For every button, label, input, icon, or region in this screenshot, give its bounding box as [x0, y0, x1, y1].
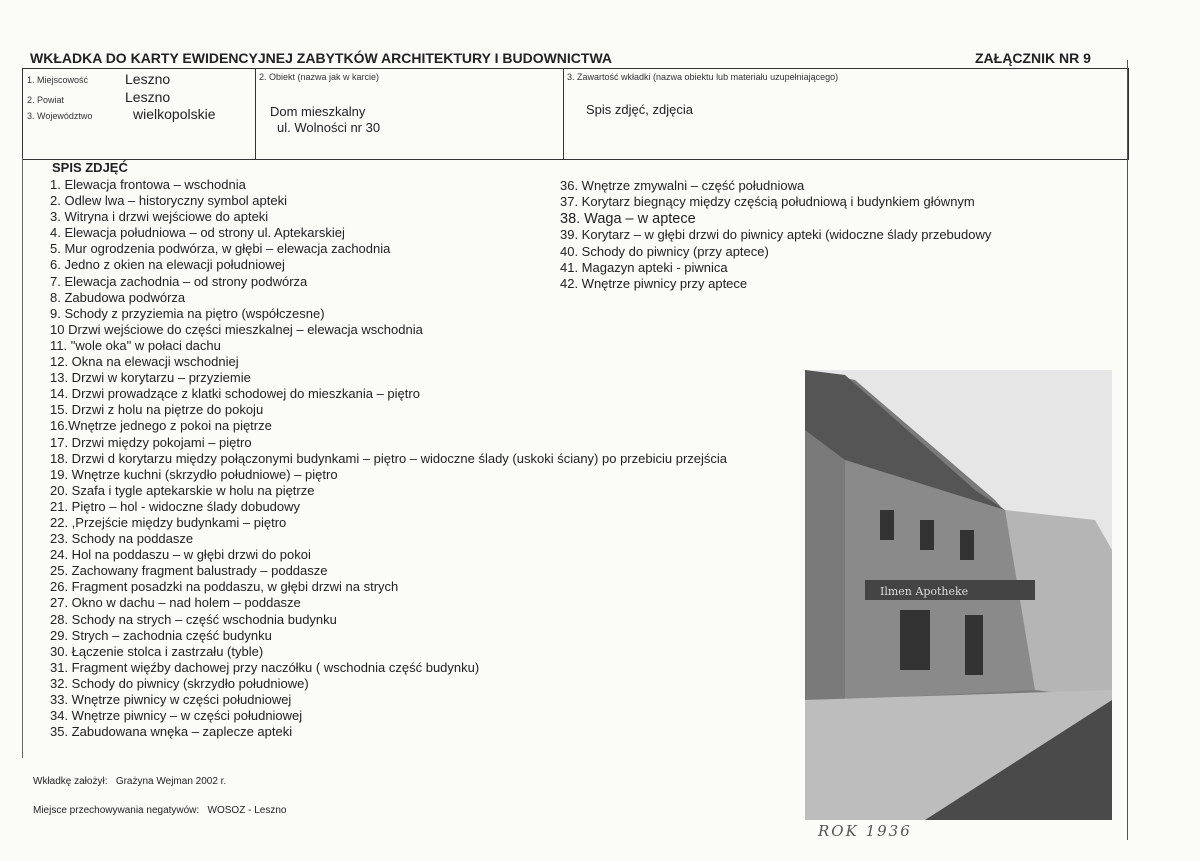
list-item: 13. Drzwi w korytarzu – przyziemie — [50, 370, 251, 386]
field-label: 3. Województwo — [27, 111, 93, 121]
field-label: 2. Powiat — [27, 95, 65, 105]
list-item: 14. Drzwi prowadzące z klatki schodowej do mieszkania – piętro — [50, 386, 420, 402]
field-value: ul. Wolności nr 30 — [277, 120, 381, 135]
list-item: 26. Fragment posadzki na poddaszu, w głębi drzwi na strych — [50, 579, 399, 595]
list-item: 16.Wnętrze jednego z pokoi na piętrze — [50, 418, 272, 434]
list-item: 36. Wnętrze zmywalni – część południowa — [560, 178, 805, 193]
list-item: 12. Okna na elewacji wschodniej — [50, 354, 239, 370]
list-item: 25. Zachowany fragment balustrady – poddasze — [50, 563, 328, 579]
building-photo — [805, 370, 1112, 820]
field-value: Dom mieszkalny — [270, 104, 366, 119]
list-item: 6. Jedno z okien na elewacji południowej — [50, 257, 285, 273]
list-item: 28. Schody na strych – część wschodnia budynku — [50, 611, 337, 627]
list-item: 23. Schody na poddasze — [50, 531, 194, 547]
list-item: 24. Hol na poddaszu – w głębi drzwi do pokoi — [50, 547, 311, 563]
divider — [22, 158, 23, 758]
list-item: 8. Zabudowa podwórza — [50, 289, 186, 305]
list-item: 9. Schody z przyziemia na piętro (współczesne) — [50, 305, 325, 321]
list-item: 32. Schody do piwnicy (skrzydło południowe) — [50, 675, 309, 691]
field-label: 1. Miejscowość — [27, 75, 89, 85]
divider — [255, 68, 256, 159]
photo-list-right — [560, 178, 991, 293]
list-item: 5. Mur ogrodzenia podwórza, w głębi – elewacja zachodnia — [50, 241, 391, 257]
list-item: 30. Łączenie stolca i zastrzału (tyble) — [50, 643, 264, 659]
list-item: 34. Wnętrze piwnicy – w części południowej — [50, 708, 303, 724]
list-item: 35. Zabudowana wnęka – zaplecze apteki — [50, 724, 293, 740]
list-item: 2. Odlew lwa – historyczny symbol apteki — [50, 193, 287, 209]
list-item: 10 Drzwi wejściowe do części mieszkalnej – elewacja wschodnia — [50, 321, 423, 337]
field-value: Leszno — [125, 89, 171, 105]
list-item: 42. Wnętrze piwnicy przy aptece — [560, 276, 748, 292]
field-value: Spis zdjęć, zdjęcia — [586, 102, 693, 117]
list-item: 20. Szafa i tygle aptekarskie w holu na piętrze — [50, 482, 315, 498]
list-item: 31. Fragment więźby dachowej przy naczółku ( wschodnia część budynku) — [50, 659, 480, 675]
author-value: Grażyna Wejman 2002 r. — [115, 776, 227, 787]
list-item: 22. ,Przejście między budynkami – piętro — [50, 514, 287, 530]
list-item: 37. Korytarz biegnący między częścią południową i budynkiem głównym — [560, 194, 975, 210]
document-title: WKŁADKA DO KARTY EWIDENCYJNEJ ZABYTKÓW ARCHITEKTURY I BUDOWNICTWA — [30, 50, 613, 66]
list-item: 1. Elewacja frontowa – wschodnia — [50, 177, 246, 192]
list-item: 3. Witryna i drzwi wejściowe do apteki — [50, 209, 269, 225]
photo-caption: ROK 1936 — [818, 822, 912, 840]
divider — [563, 68, 564, 159]
field-value: wielkopolskie — [133, 106, 216, 122]
divider — [1127, 60, 1128, 840]
list-item: 4. Elewacja południowa – od strony ul. Aptekarskiej — [50, 225, 345, 241]
storage-value: WOSOZ - Leszno — [207, 805, 287, 816]
building-illustration — [805, 370, 1112, 820]
storage-line — [33, 805, 286, 816]
list-item: 18. Drzwi d korytarzu między połączonymi budynkami – piętro – widoczne ślady (uskoki ściany) po przebiciu przejścia — [50, 450, 728, 466]
list-item: 7. Elewacja zachodnia – od strony podwórza — [50, 273, 308, 289]
field-label: 2. Obiekt (nazwa jak w karcie) — [259, 72, 380, 82]
list-item: 41. Magazyn apteki - piwnica — [560, 260, 728, 276]
list-item: 27. Okno w dachu – nad holem – poddasze — [50, 595, 301, 611]
list-item: 15. Drzwi z holu na piętrze do pokoju — [50, 402, 264, 418]
author-line — [33, 776, 226, 787]
list-title: SPIS ZDJĘĆ — [52, 160, 128, 175]
list-item: 40. Schody do piwnicy (przy aptece) — [560, 243, 769, 259]
list-item: 38. Waga – w aptece — [560, 210, 696, 227]
list-item: 17. Drzwi między pokojami – piętro — [50, 434, 252, 450]
field-label: 3. Zawartość wkładki (nazwa obiektu lub materiału uzupełniającego) — [567, 72, 839, 82]
list-item: 29. Strych – zachodnia część budynku — [50, 627, 272, 643]
list-item: 39. Korytarz – w głębi drzwi do piwnicy apteki (widoczne ślady przebudowy — [560, 227, 992, 243]
author-label: Wkładkę założył: — [33, 776, 108, 787]
shop-sign: Ilmen Apotheke — [880, 585, 969, 598]
list-item: 11. "wole oka" w połaci dachu — [50, 337, 221, 353]
field-value: Leszno — [125, 71, 171, 87]
annex-number: ZAŁĄCZNIK NR 9 — [975, 50, 1091, 66]
list-item: 33. Wnętrze piwnicy w części południowej — [50, 692, 292, 707]
list-item: 19. Wnętrze kuchni (skrzydło południowe) – piętro — [50, 466, 338, 482]
list-item: 21. Piętro – hol - widoczne ślady dobudowy — [50, 498, 301, 514]
storage-label: Miejsce przechowywania negatywów: — [33, 805, 200, 816]
